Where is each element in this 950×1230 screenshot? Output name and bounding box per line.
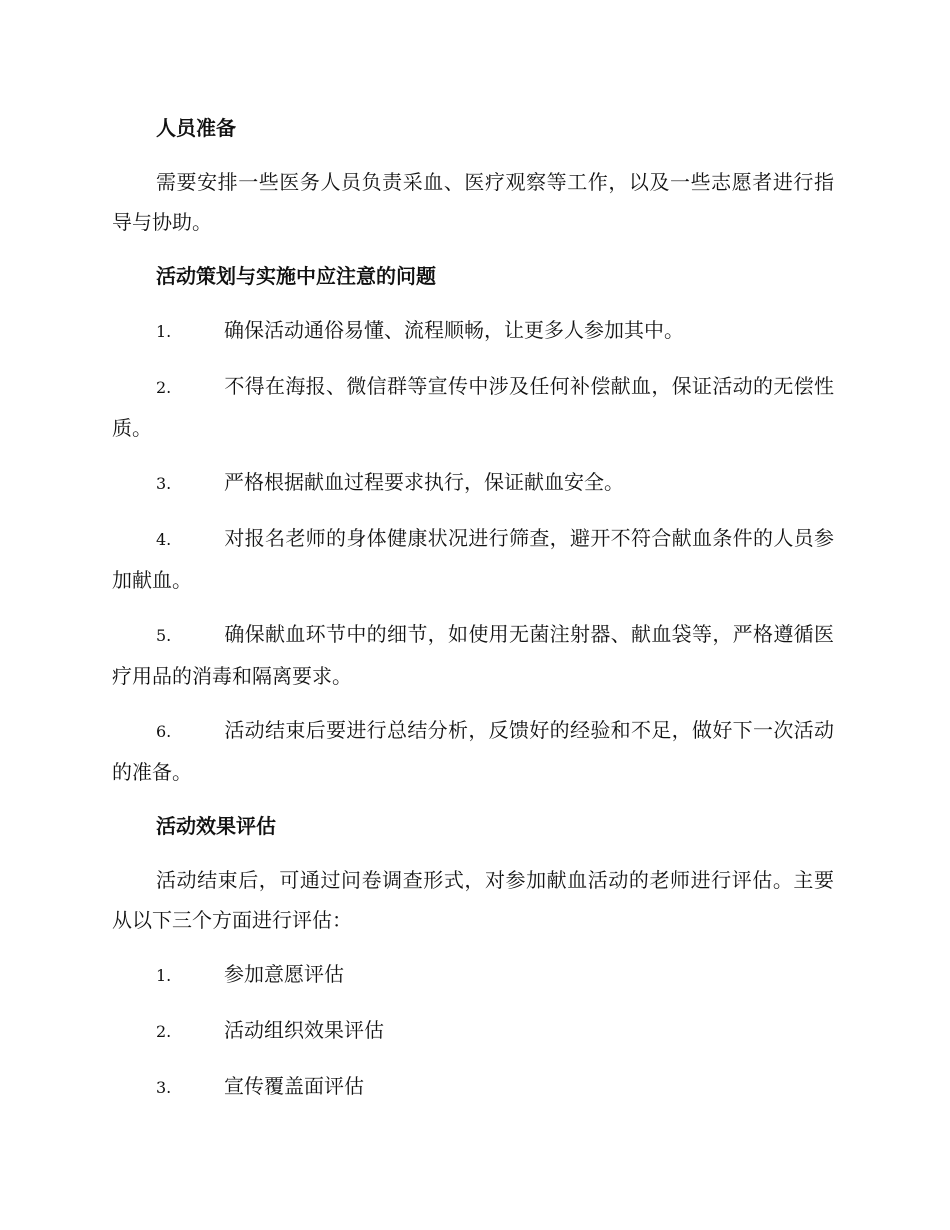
list-item-text: 参加意愿评估 (224, 962, 344, 986)
document-body (112, 108, 834, 1122)
list-item (112, 954, 834, 996)
list-item-text: 宣传覆盖面评估 (224, 1074, 364, 1098)
list-item-text: 活动组织效果评估 (224, 1018, 384, 1042)
list-item (112, 1010, 834, 1052)
list-item-text: 确保献血环节中的细节，如使用无菌注射器、献血袋等，严格遵循医疗用品的消毒和隔离要求。 (112, 622, 834, 688)
list-item-text: 确保活动通俗易懂、流程顺畅，让更多人参加其中。 (224, 318, 684, 342)
list-item (112, 310, 834, 352)
precautions-list (112, 310, 834, 792)
list-number: 2. (156, 378, 172, 397)
list-item (112, 462, 834, 504)
section-heading-precautions: 活动策划与实施中应注意的问题 (156, 264, 436, 288)
evaluation-list (112, 954, 834, 1108)
list-item-text: 活动结束后要进行总结分析，反馈好的经验和不足，做好下一次活动的准备。 (112, 718, 834, 784)
section-heading-personnel: 人员准备 (156, 116, 236, 140)
list-number: 4. (156, 530, 172, 549)
list-item (112, 366, 834, 448)
list-item-text: 不得在海报、微信群等宣传中涉及任何补偿献血，保证活动的无偿性质。 (112, 374, 834, 440)
list-item (112, 710, 834, 792)
list-number: 3. (156, 1078, 172, 1097)
list-number: 5. (156, 626, 172, 645)
list-number: 3. (156, 474, 172, 493)
paragraph: 需要安排一些医务人员负责采血、医疗观察等工作，以及一些志愿者进行指导与协助。 (112, 170, 834, 234)
section-heading-evaluation: 活动效果评估 (156, 814, 276, 838)
list-number: 2. (156, 1022, 172, 1041)
list-number: 6. (156, 722, 172, 741)
list-number: 1. (156, 966, 172, 985)
paragraph: 活动结束后，可通过问卷调查形式，对参加献血活动的老师进行评估。主要从以下三个方面进行评估： (112, 868, 834, 932)
list-item (112, 518, 834, 600)
list-item (112, 614, 834, 696)
list-item-text: 对报名老师的身体健康状况进行筛查，避开不符合献血条件的人员参加献血。 (112, 526, 834, 592)
list-item (112, 1066, 834, 1108)
list-item-text: 严格根据献血过程要求执行，保证献血安全。 (224, 470, 624, 494)
list-number: 1. (156, 322, 172, 341)
